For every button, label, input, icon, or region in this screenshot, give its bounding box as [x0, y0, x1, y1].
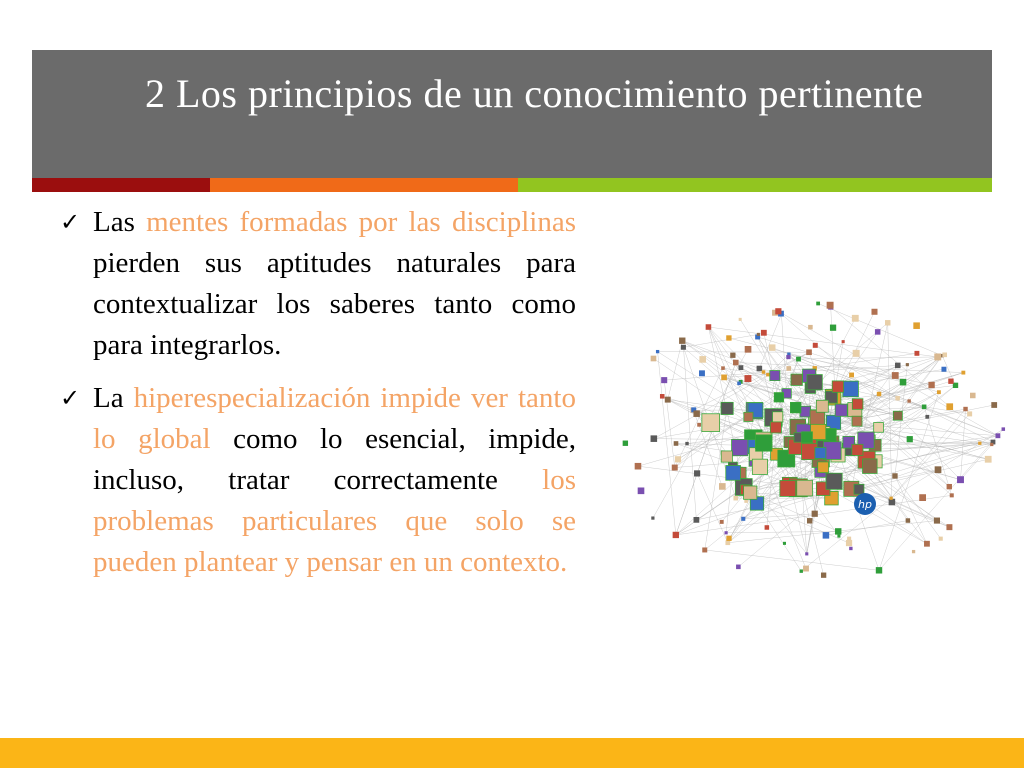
network-node [744, 486, 757, 499]
network-node [842, 340, 845, 343]
network-node [919, 494, 926, 501]
network-node [935, 466, 942, 473]
network-node [756, 435, 772, 451]
network-node [811, 424, 826, 439]
network-node [995, 433, 1000, 438]
network-node [950, 493, 954, 497]
highlighted-text: los problemas particulares que solo se pueden plantear y pensar en un contexto. [93, 464, 576, 578]
network-node [803, 566, 809, 572]
network-node [863, 459, 878, 474]
network-node [721, 402, 733, 414]
network-node [651, 516, 654, 519]
network-node [674, 441, 679, 446]
network-node [906, 363, 909, 366]
network-node [726, 335, 731, 340]
network-node [660, 394, 665, 399]
title-bar [32, 50, 992, 178]
accent-stripe-green [518, 178, 992, 192]
highlighted-text: mentes formadas por las disciplinas [146, 206, 576, 238]
network-node [906, 518, 910, 522]
slide-title: 2 Los principios de un conocimiento pertinente [145, 71, 924, 116]
network-node [854, 484, 864, 494]
network-node [761, 330, 767, 336]
network-node [852, 416, 862, 426]
network-node [924, 541, 930, 547]
network-node [835, 404, 847, 416]
network-node [721, 451, 732, 462]
network-node [907, 399, 910, 402]
network-node [914, 351, 919, 356]
network-node [702, 414, 720, 432]
hp-logo-text: hp [858, 498, 872, 511]
network-node [638, 487, 645, 494]
network-node [651, 356, 657, 362]
network-node [661, 377, 667, 383]
network-node [685, 442, 688, 445]
network-node [985, 456, 992, 463]
network-node [725, 531, 728, 534]
network-node [744, 499, 748, 503]
network-node [752, 459, 767, 474]
network-node [893, 411, 902, 420]
text-segment: pierden sus aptitudes naturales para contextualizar los saberes tanto como para integrarlos. [93, 247, 576, 361]
network-node [796, 357, 801, 362]
network-node [786, 355, 790, 359]
network-node [946, 524, 952, 530]
network-node [876, 567, 882, 573]
network-node [934, 518, 940, 524]
network-node [826, 473, 842, 489]
network-node [941, 367, 946, 372]
network-node [849, 373, 854, 378]
network-node [706, 324, 712, 330]
network-node [681, 345, 686, 350]
network-node [852, 315, 859, 322]
network-node [827, 302, 834, 309]
network-node [847, 537, 851, 541]
network-node [651, 435, 658, 442]
network-node [699, 356, 706, 363]
highlighted-text: hiperespecialización impide ver tanto lo global [93, 382, 576, 455]
network-node [702, 547, 707, 552]
network-node [675, 456, 681, 462]
network-node [697, 423, 701, 427]
network-node [774, 393, 783, 402]
bottom-bar [0, 738, 1024, 768]
network-node [877, 392, 881, 396]
network-node [939, 537, 943, 541]
network-node [721, 375, 727, 381]
network-node [699, 370, 705, 376]
network-node [665, 397, 671, 403]
network-node [736, 565, 741, 570]
network-node [963, 407, 967, 411]
network-node [672, 465, 678, 471]
social-network-graph [600, 292, 1010, 592]
network-node [732, 439, 748, 455]
network-node [871, 309, 877, 315]
network-node [745, 346, 752, 353]
network-node [912, 550, 915, 553]
network-node [739, 318, 742, 321]
network-node [900, 379, 907, 386]
network-node [783, 542, 786, 545]
network-node [807, 518, 812, 523]
network-node [765, 525, 770, 530]
network-node [852, 444, 863, 455]
network-node [934, 353, 941, 360]
network-node [800, 569, 803, 572]
bullet-list [60, 202, 576, 595]
network-node [937, 390, 941, 394]
network-node [849, 547, 852, 550]
network-node [635, 463, 642, 470]
network-node [913, 322, 920, 329]
network-node [808, 325, 813, 330]
network-node [821, 573, 826, 578]
network-node [895, 396, 899, 400]
network-node [946, 403, 953, 410]
network-node [786, 366, 791, 371]
network-node [773, 412, 783, 422]
network-node [693, 410, 699, 416]
network-node [725, 540, 730, 545]
checkmark-icon: ✓ [60, 208, 81, 236]
text-segment: La [93, 382, 134, 414]
network-node [925, 415, 929, 419]
network-node [895, 363, 901, 369]
network-node [800, 406, 811, 417]
network-node [928, 382, 934, 388]
network-node [744, 412, 753, 421]
network-node [679, 338, 685, 344]
network-node [769, 344, 775, 350]
network-node [780, 481, 796, 497]
network-node [853, 350, 860, 357]
network-node [815, 447, 826, 458]
network-node [837, 535, 840, 538]
network-node [656, 350, 659, 353]
checkmark-icon: ✓ [60, 384, 81, 412]
network-node [852, 399, 863, 410]
network-node [726, 466, 741, 481]
network-node [623, 441, 628, 446]
network-node [922, 405, 927, 410]
network-node [812, 511, 818, 517]
network-node [957, 476, 964, 483]
bullet-item-2 [60, 378, 576, 583]
text-segment: Las [93, 206, 147, 238]
network-node [807, 375, 822, 390]
network-node [757, 366, 763, 372]
network-node [694, 517, 700, 523]
network-node [797, 480, 813, 496]
network-node [741, 517, 745, 521]
network-node [830, 325, 836, 331]
network-node [726, 536, 731, 541]
network-node [721, 366, 725, 370]
network-node [739, 365, 744, 370]
network-node [874, 423, 884, 433]
network-node [816, 400, 828, 412]
network-node [892, 473, 897, 478]
bullet-text-1 [93, 202, 576, 366]
network-node [832, 381, 843, 392]
network-node [744, 375, 751, 382]
network-node [823, 532, 830, 539]
network-node [948, 379, 953, 384]
network-node [843, 381, 859, 397]
network-node [790, 402, 801, 413]
bullet-item-1 [60, 202, 576, 366]
network-node [885, 320, 890, 325]
network-node [802, 432, 813, 443]
network-node [875, 329, 881, 335]
network-node [757, 333, 760, 336]
network-node [813, 343, 818, 348]
network-node [889, 497, 892, 500]
network-node [770, 422, 781, 433]
network-node [967, 411, 972, 416]
accent-stripe-red [32, 178, 210, 192]
network-node [775, 308, 781, 314]
network-node [673, 532, 679, 538]
network-node [835, 528, 841, 534]
network-node [942, 352, 947, 357]
network-node [961, 371, 965, 375]
network-node [737, 381, 741, 385]
network-node [770, 371, 780, 381]
network-node [1002, 427, 1005, 430]
network-node [970, 393, 976, 399]
network-node [733, 496, 738, 501]
network-node [818, 462, 829, 473]
network-node [694, 470, 700, 476]
network-node [762, 370, 766, 374]
network-node [991, 402, 997, 408]
network-node [978, 442, 981, 445]
network-node [846, 540, 852, 546]
network-node [719, 483, 726, 490]
network-node [730, 353, 735, 358]
network-node [816, 302, 820, 306]
network-node [791, 374, 802, 385]
network-node [892, 372, 899, 379]
network-node [733, 360, 739, 366]
network-node [805, 552, 808, 555]
text-segment: como lo esencial, impide, incluso, tratar correctamente [93, 423, 577, 496]
bullet-text-2 [93, 378, 576, 583]
network-node [907, 436, 913, 442]
network-node [720, 520, 724, 524]
network-node [806, 349, 812, 355]
accent-stripe-orange [210, 178, 518, 192]
network-node [766, 373, 770, 377]
network-node [990, 443, 993, 446]
network-node [947, 484, 952, 489]
